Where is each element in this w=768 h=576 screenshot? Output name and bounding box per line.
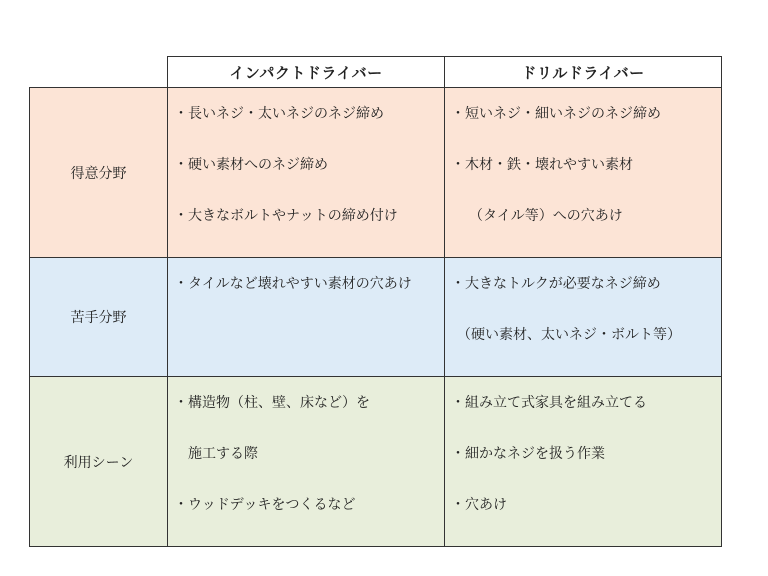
- cell-strengths-drill: [445, 88, 722, 258]
- row-label-weaknesses: 苦手分野: [30, 258, 168, 377]
- cell-line: ・ウッドデッキをつくるなど: [174, 497, 356, 513]
- cell-weaknesses-impact: [168, 258, 445, 377]
- cell-strengths-impact: [168, 88, 445, 258]
- cell-line: ・穴あけ: [451, 497, 507, 513]
- table-row-strengths: [30, 88, 722, 258]
- cell-line: ・大きなボルトやナットの締め付け: [174, 208, 398, 224]
- header-impact-driver: インパクトドライバー: [168, 57, 445, 88]
- cell-line: ・硬い素材へのネジ締め: [174, 157, 328, 173]
- cell-line: （硬い素材、太いネジ・ボルト等）: [457, 327, 681, 343]
- cell-line: ・組み立て式家具を組み立てる: [451, 395, 647, 411]
- cell-line: ・細かなネジを扱う作業: [451, 446, 605, 462]
- cell-line: ・木材・鉄・壊れやすい素材: [451, 157, 633, 173]
- cell-line: ・構造物（柱、壁、床など）を: [174, 395, 370, 411]
- header-drill-driver: ドリルドライバー: [445, 57, 722, 88]
- table-row-use-scenes: [30, 377, 722, 547]
- cell-scenes-drill: [445, 377, 722, 547]
- comparison-table: [29, 56, 722, 547]
- cell-scenes-impact: [168, 377, 445, 547]
- header-row: [30, 57, 722, 88]
- corner-cell: [30, 57, 168, 88]
- cell-line: 施工する際: [188, 446, 258, 462]
- cell-line: ・短いネジ・細いネジのネジ締め: [451, 106, 661, 122]
- cell-line: ・長いネジ・太いネジのネジ締め: [174, 106, 384, 122]
- cell-line: ・大きなトルクが必要なネジ締め: [451, 276, 661, 292]
- row-label-use-scenes: 利用シーン: [30, 377, 168, 547]
- row-label-strengths: 得意分野: [30, 88, 168, 258]
- cell-line: （タイル等）への穴あけ: [469, 208, 623, 224]
- cell-weaknesses-drill: [445, 258, 722, 377]
- cell-line: ・タイルなど壊れやすい素材の穴あけ: [174, 276, 412, 292]
- table-row-weaknesses: [30, 258, 722, 377]
